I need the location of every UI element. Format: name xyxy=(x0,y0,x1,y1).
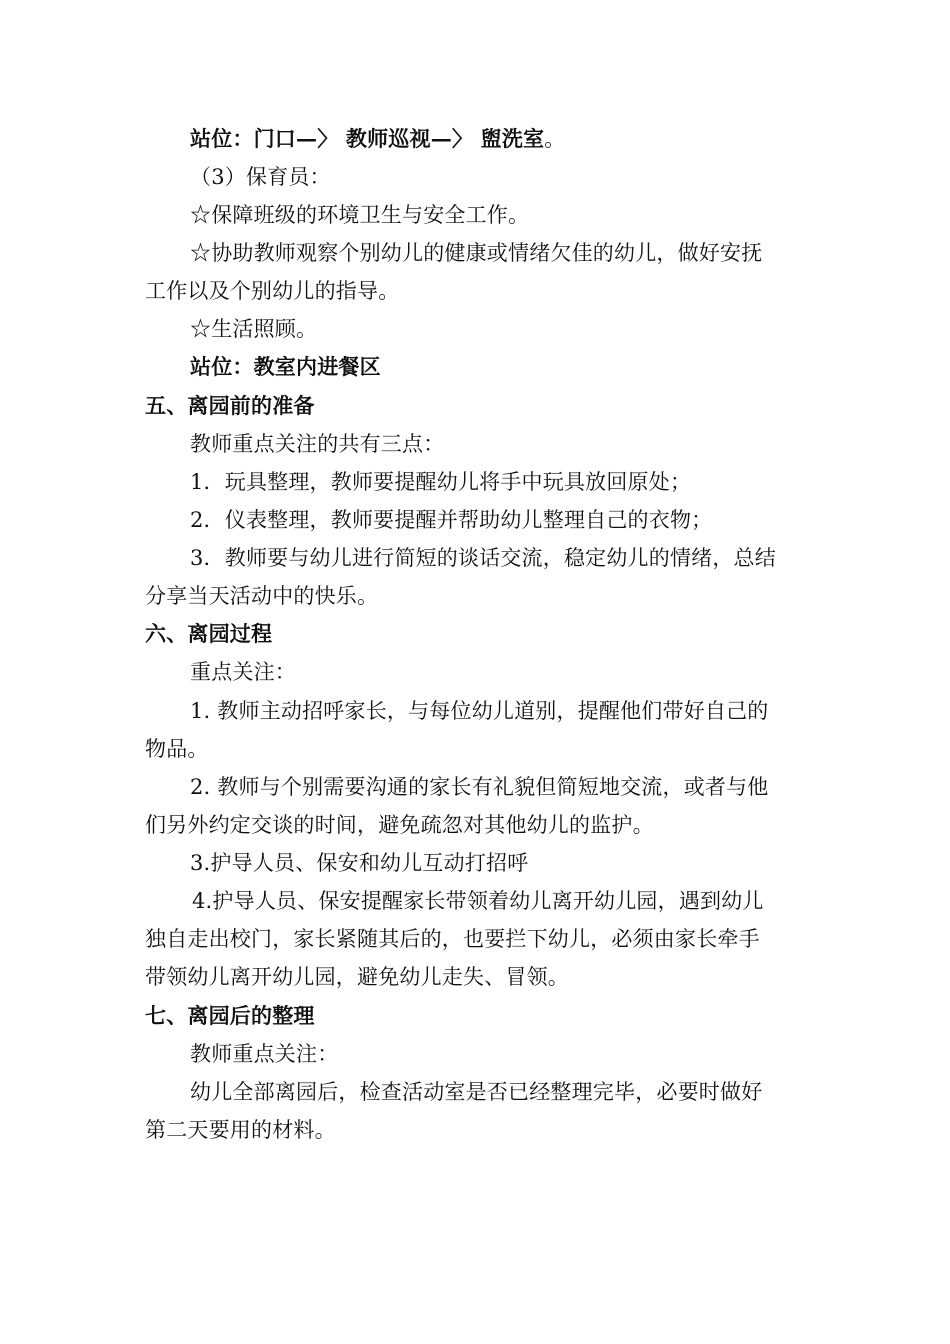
duty-item-care: ☆生活照顾。 xyxy=(190,317,318,341)
section6-intro: 重点关注： xyxy=(190,660,296,684)
caregiver-label: （3）保育员： xyxy=(190,165,331,189)
section6-point-4-line1: 4.护导人员、保安提醒家长带领着幼儿离开幼儿园，遇到幼儿 xyxy=(192,889,764,913)
section5-intro: 教师重点关注的共有三点： xyxy=(190,432,445,456)
section6-point-4-line3: 带领幼儿离开幼儿园，避免幼儿走失、冒领。 xyxy=(145,965,569,989)
section7-intro: 教师重点关注： xyxy=(190,1042,339,1066)
duty-item-assist-line1: ☆协助教师观察个别幼儿的健康或情绪欠佳的幼儿，做好安抚 xyxy=(190,241,763,265)
section6-point-2-line2: 们另外约定交谈的时间，避免疏忽对其他幼儿的监护。 xyxy=(145,813,654,837)
section6-point-4-line2: 独自走出校门，家长紧随其后的，也要拦下幼儿，必须由家长牵手 xyxy=(145,927,760,951)
standing-position-line xyxy=(190,125,565,153)
duty-item-hygiene: ☆保障班级的环境卫生与安全工作。 xyxy=(190,203,530,227)
section6-point-3: 3.护导人员、保安和幼儿互动打招呼 xyxy=(190,851,529,875)
standing-position-dining: 站位：教室内进餐区 xyxy=(190,354,381,379)
standing-position-tail: 。 xyxy=(544,127,566,151)
section5-point-3-line1: 3．教师要与幼儿进行简短的谈话交流，稳定幼儿的情绪，总结 xyxy=(190,546,776,570)
section6-point-2-line1: 2. 教师与个别需要沟通的家长有礼貌但简短地交流，或者与他 xyxy=(190,775,769,799)
section6-point-1-line2: 物品。 xyxy=(145,737,209,761)
duty-item-assist-line2: 工作以及个别幼儿的指导。 xyxy=(145,279,400,303)
section5-point-2: 2．仪表整理，教师要提醒并帮助幼儿整理自己的衣物； xyxy=(190,508,713,532)
section5-point-3-line2: 分享当天活动中的快乐。 xyxy=(145,584,379,608)
section7-body-line2: 第二天要用的材料。 xyxy=(145,1118,336,1142)
section-heading-5: 五、离园前的准备 xyxy=(145,393,315,418)
section-heading-6: 六、离园过程 xyxy=(145,621,273,646)
section6-point-1-line1: 1. 教师主动招呼家长，与每位幼儿道别，提醒他们带好自己的 xyxy=(190,699,769,723)
section5-point-1: 1．玩具整理，教师要提醒幼儿将手中玩具放回原处； xyxy=(190,470,692,494)
standing-position-text: 站位：门口—〉 教师巡视—〉 盥洗室 xyxy=(190,126,545,151)
section-heading-7: 七、离园后的整理 xyxy=(145,1003,315,1028)
section7-body-line1: 幼儿全部离园后，检查活动室是否已经整理完毕，必要时做好 xyxy=(190,1080,763,1104)
